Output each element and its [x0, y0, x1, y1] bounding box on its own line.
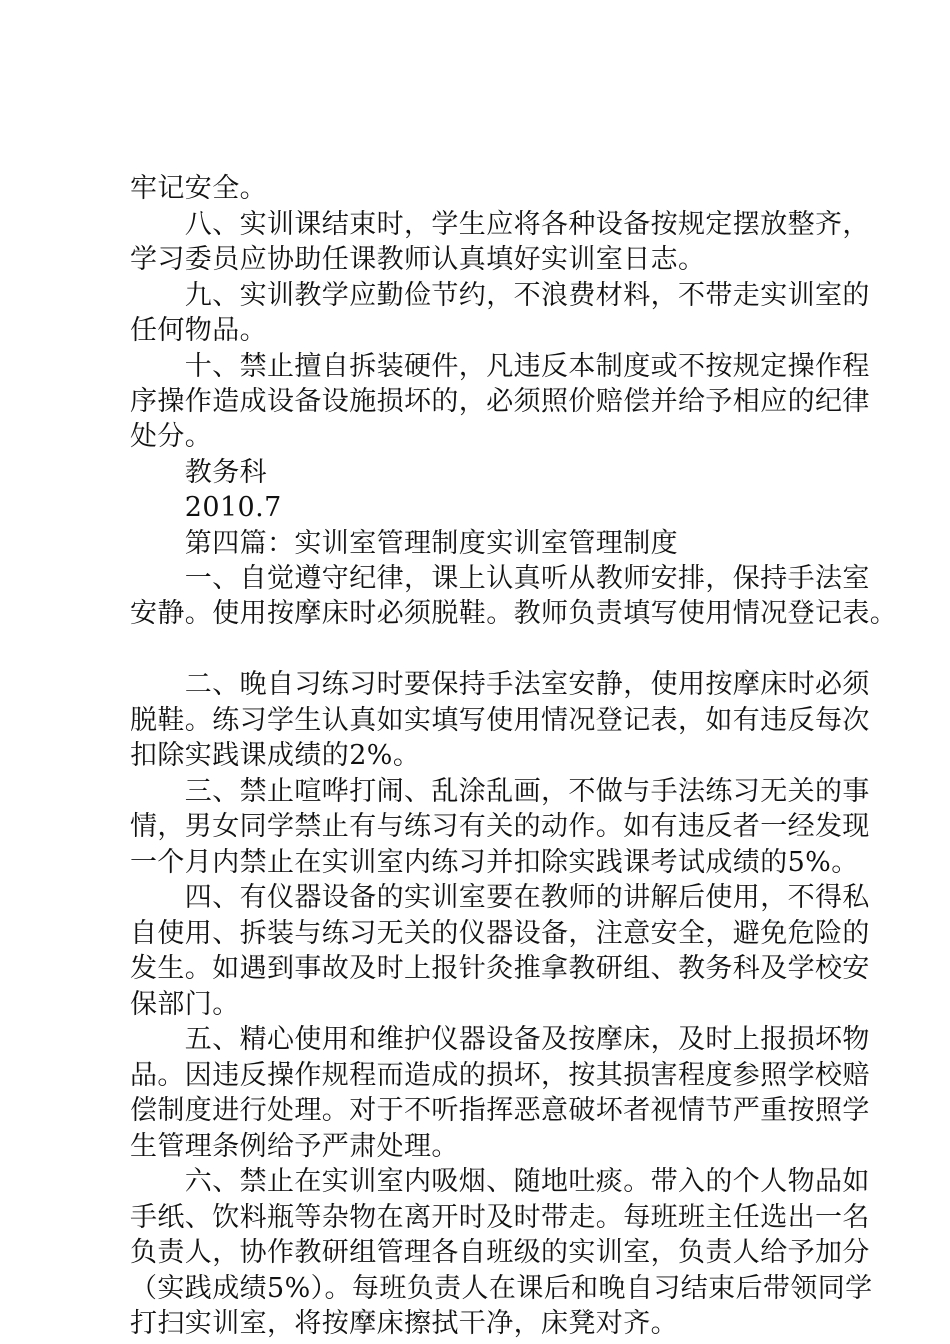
text-line: 处分。 — [130, 421, 213, 452]
text-line: 生管理条例给予严肃处理。 — [130, 1131, 459, 1162]
text-line: 偿制度进行处理。对于不听指挥恶意破坏者视情节严重按照学 — [130, 1095, 870, 1126]
signature-date: 2010.7 — [130, 492, 282, 523]
text-line: 脱鞋。练习学生认真如实填写使用情况登记表，如有违反每次 — [130, 705, 870, 736]
text-line: 三、禁止喧哗打闹、乱涂乱画，不做与手法练习无关的事 — [130, 776, 870, 807]
text-line: 八、实训课结束时，学生应将各种设备按规定摆放整齐， — [130, 209, 870, 240]
section-title: 第四篇：实训室管理制度实训室管理制度 — [130, 528, 678, 559]
text-line: 一个月内禁止在实训室内练习并扣除实践课考试成绩的5%。 — [130, 847, 859, 878]
signature-department: 教务科 — [130, 457, 267, 488]
text-line: 二、晚自习练习时要保持手法室安静，使用按摩床时必须 — [130, 669, 870, 700]
text-line: 打扫实训室，将按摩床擦拭干净，床凳对齐。 — [130, 1308, 678, 1339]
text-line: 序操作造成设备设施损坏的，必须照价赔偿并给予相应的纪律 — [130, 386, 870, 417]
text-line: 十、禁止擅自拆装硬件，凡违反本制度或不按规定操作程 — [130, 351, 870, 382]
text-line: 学习委员应协助任课教师认真填好实训室日志。 — [130, 244, 706, 275]
text-line: 牢记安全。 — [130, 173, 267, 204]
text-line: 一、自觉遵守纪律，课上认真听从教师安排，保持手法室 — [130, 563, 870, 594]
text-line: 六、禁止在实训室内吸烟、随地吐痰。带入的个人物品如 — [130, 1166, 870, 1197]
text-line: 扣除实践课成绩的2%。 — [130, 740, 421, 771]
text-line: 发生。如遇到事故及时上报针灸推拿教研组、教务科及学校安 — [130, 953, 870, 984]
text-line: （实践成绩5%）。每班负责人在课后和晚自习结束后带领同学 — [130, 1273, 873, 1304]
text-line: 四、有仪器设备的实训室要在教师的讲解后使用，不得私 — [130, 882, 870, 913]
text-line: 九、实训教学应勤俭节约，不浪费材料，不带走实训室的 — [130, 280, 870, 311]
text-line: 负责人，协作教研组管理各自班级的实训室，负责人给予加分 — [130, 1237, 870, 1268]
text-line: 自使用、拆装与练习无关的仪器设备，注意安全，避免危险的 — [130, 918, 870, 949]
text-line: 安静。使用按摩床时必须脱鞋。教师负责填写使用情况登记表。 — [130, 598, 898, 629]
text-line: 品。因违反操作规程而造成的损坏，按其损害程度参照学校赔 — [130, 1060, 870, 1091]
text-line: 五、精心使用和维护仪器设备及按摩床，及时上报损坏物 — [130, 1024, 870, 1055]
text-line: 情，男女同学禁止有与练习有关的动作。如有违反者一经发现 — [130, 811, 870, 842]
text-line: 保部门。 — [130, 989, 240, 1020]
text-line: 任何物品。 — [130, 315, 267, 346]
text-line: 手纸、饮料瓶等杂物在离开时及时带走。每班班主任选出一名 — [130, 1202, 870, 1233]
